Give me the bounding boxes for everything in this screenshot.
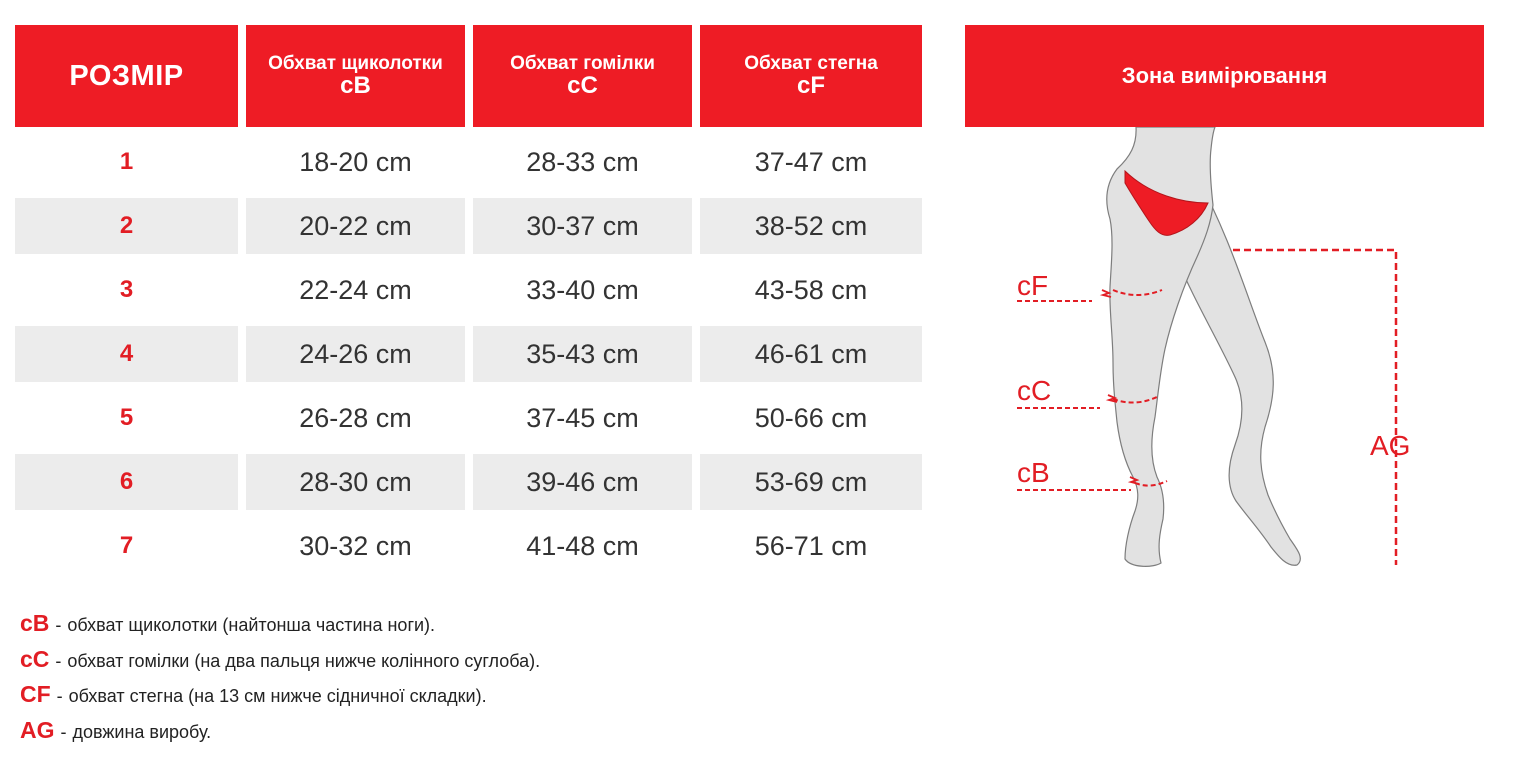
header-size-label: РОЗМІР <box>69 59 184 92</box>
ankle-value: 28-30 cm <box>299 466 412 497</box>
size-number: 6 <box>119 468 134 495</box>
legend-dash: - <box>56 686 63 706</box>
table-row <box>15 130 922 194</box>
cc-label: cC <box>1017 375 1052 406</box>
table-row <box>15 194 922 258</box>
header-calf-label: Обхват гомілки <box>510 53 655 74</box>
legend-dash: - <box>55 650 62 671</box>
thigh-value: 43-58 cm <box>754 274 868 305</box>
header-thigh-label: Обхват стегна <box>744 53 878 74</box>
header-thigh <box>700 25 922 127</box>
table-row <box>15 450 922 514</box>
calf-value: 33-40 cm <box>526 274 639 305</box>
ankle-value: 18-20 cm <box>299 146 412 177</box>
legend-item <box>20 717 540 753</box>
size-number: 7 <box>119 532 134 559</box>
ankle-value: 26-28 cm <box>299 402 412 433</box>
table-row <box>15 386 922 450</box>
legend-code: cC <box>20 645 50 672</box>
size-number: 5 <box>119 404 134 431</box>
cf-label: cF <box>1017 270 1049 301</box>
thigh-value: 50-66 cm <box>754 402 868 433</box>
size-number: 3 <box>119 276 134 303</box>
ankle-value: 20-22 cm <box>299 210 412 241</box>
table-row <box>15 514 922 578</box>
legend-code: CF <box>20 681 51 707</box>
thigh-value: 46-61 cm <box>754 338 868 369</box>
size-number: 1 <box>119 148 134 175</box>
header-calf <box>473 25 692 127</box>
legend-item <box>20 610 540 646</box>
zone-title: Зона вимірювання <box>1121 63 1328 88</box>
legend-item <box>20 681 540 717</box>
size-number: 4 <box>119 340 134 367</box>
legend-item <box>20 646 540 682</box>
header-size <box>15 25 238 127</box>
calf-value: 37-45 cm <box>526 402 639 433</box>
calf-value: 41-48 cm <box>526 530 639 561</box>
legend-code: cB <box>20 610 50 636</box>
calf-value: 35-43 cm <box>526 338 639 369</box>
header-calf-code: cC <box>567 72 598 99</box>
thigh-value: 37-47 cm <box>754 146 868 177</box>
thigh-value: 53-69 cm <box>754 466 868 497</box>
legend-text: обхват стегна (на 13 см нижче сідничної складки). <box>68 686 487 706</box>
legend-text: обхват гомілки (на два пальця нижче колінного суглоба). <box>67 650 541 671</box>
ankle-value: 30-32 cm <box>299 530 412 561</box>
front-leg-shape <box>1107 127 1215 566</box>
legend-text: довжина виробу. <box>72 721 212 742</box>
leg-measurement-diagram <box>965 127 1505 587</box>
thigh-value: 56-71 cm <box>754 530 868 561</box>
legend <box>20 610 540 752</box>
thigh-value: 38-52 cm <box>754 210 868 241</box>
calf-value: 39-46 cm <box>526 466 639 497</box>
size-table <box>15 25 922 578</box>
table-header-row <box>15 25 922 127</box>
size-number: 2 <box>119 212 134 239</box>
ankle-value: 22-24 cm <box>299 274 412 305</box>
legend-text: обхват щиколотки (найтонша частина ноги). <box>67 615 436 635</box>
header-ankle-code: cB <box>340 72 371 99</box>
ag-label: AG <box>1370 430 1411 461</box>
legend-dash: - <box>60 721 67 742</box>
legend-code: AG <box>20 716 55 743</box>
cb-label: cB <box>1017 457 1050 488</box>
table-row <box>15 322 922 386</box>
table-row <box>15 258 922 322</box>
header-thigh-code: cF <box>796 72 825 99</box>
calf-value: 30-37 cm <box>526 210 639 241</box>
header-ankle <box>246 25 465 127</box>
zone-header <box>965 25 1484 127</box>
header-ankle-label: Обхват щиколотки <box>268 53 443 74</box>
ankle-value: 24-26 cm <box>299 338 412 369</box>
legend-dash: - <box>55 615 62 635</box>
calf-value: 28-33 cm <box>526 146 639 177</box>
